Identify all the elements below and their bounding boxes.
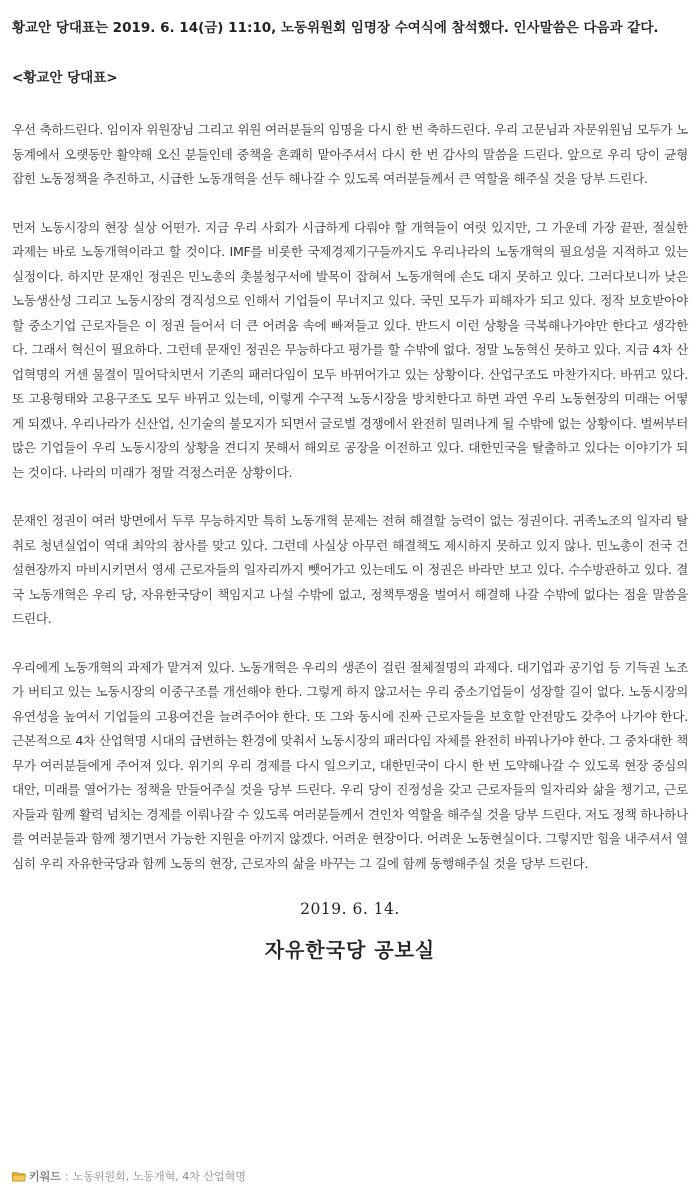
organization-name: 자유한국당 공보실 bbox=[264, 938, 436, 962]
keyword-link[interactable]: 노동위원회 bbox=[72, 1170, 126, 1183]
keyword-link[interactable]: 노동개혁 bbox=[132, 1170, 176, 1183]
release-date: 2019. 6. 14. bbox=[300, 900, 400, 918]
press-release bbox=[12, 0, 688, 963]
keywords-label: 키워드 bbox=[29, 1170, 61, 1183]
keyword-comma: , bbox=[125, 1169, 133, 1183]
keywords-bar bbox=[12, 1168, 246, 1184]
paragraph-2: 먼저 노동시장의 현장 실상 어떤가. 지금 우리 사회가 시급하게 다뤄야 할 개혁들이 여럿 있지만, 그 가운데 가장 끝판, 절실한 과제는 바로 노동개혁이라고 할 것이다. IMF를 비롯한 국제경제기구들까지도 우리나라의 노동개혁의 필요성을 지적하고 있는 실정이다. 하지만 문재인 정권은 민노총의 촛불청구서에 발목이 잡혀서 노동개혁에 손도 대지 못하고 있다. 그러다보니까 낮은 노동생산성 그리고 노동시장의 경직성으로 인해서 기업들이 무너지고 있다. 국민 모두가 피해자가 되고 있다. 정작 보호받아야 할 중소기업 근로자들은 이 정권 들어서 더 큰 어려움 속에 빠져들고 있다. 반드시 이런 상황을 극복해나가야만 한다고 생각한다. 그래서 혁신이 필요하다. 그런데 문재인 정권은 무능하다고 평가를 할 수밖에 없다. 정말 노동혁신 못하고 있다. 지금 4차 산업혁명의 거센 물결이 밀어닥치면서 기존의 패러다임이 모두 바뀌어가고 있는 상황이다. 산업구조도 마찬가지다. 바뀌고 있다. 또 고용형태와 고용구조도 모두 바뀌고 있는데, 이렇게 수구적 노동시장을 방치한다고 하면 과연 우리 노동현장의 미래는 어떻게 되겠나. 우리나라가 신산업, 신기술의 불모지가 되면서 글로벌 경쟁에서 완전히 밀려나게 될 수밖에 없는 상황이다. 벌써부터 많은 기업들이 우리 노동시장의 상황을 견디지 못해서 해외로 공장을 이전하고 있다. 대한민국을 탈출하고 있다는 이야기가 되는 것이다. 나라의 미래가 정말 걱정스러운 상황이다. bbox=[12, 219, 688, 480]
paragraph-1: 우선 축하드린다. 임이자 위원장님 그리고 위원 여러분들의 임명을 다시 한 번 축하드린다. 우리 고문님과 자문위원님 모두가 노동계에서 오랫동안 활약해 오신 분들인데 중책을 흔쾌히 맡아주셔서 다시 한 번 감사의 말씀을 드린다. 앞으로 우리 당이 균형 잡힌 노동정책을 추진하고, 시급한 노동개혁을 선두 해나갈 수 있도록 여러분들께서 큰 역할을 해주실 것을 당부 드린다. bbox=[12, 122, 688, 186]
keywords-separator: : bbox=[64, 1169, 69, 1183]
paragraph-3: 문재인 정권이 여러 방면에서 두루 무능하지만 특히 노동개혁 문제는 전혀 해결할 능력이 없는 정권이다. 귀족노조의 일자리 탈취로 청년실업이 역대 최악의 참사를 맞고 있다. 그런데 사실상 아무런 해결책도 제시하지 못하고 있지 않나. 민노총이 전국 건설현장까지 마비시키면서 영세 근로자들의 일자리까지 뺏어가고 있는데도 이 정권은 바라만 보고 있다. 수수방관하고 있다. 결국 노동개혁은 우리 당, 자유한국당이 책임지고 나설 수밖에 없고, 정책투쟁을 벌여서 해결해 나갈 수밖에 없다는 점을 말씀을 드린다. bbox=[12, 513, 688, 626]
folder-icon bbox=[12, 1171, 26, 1182]
keyword-link[interactable]: 4차 산업혁명 bbox=[182, 1170, 246, 1183]
lead-sentence: 황교안 당대표는 2019. 6. 14(금) 11:10, 노동위원회 임명장 수여식에 참석했다. 인사말씀은 다음과 같다. bbox=[12, 20, 659, 36]
paragraph-4: 우리에게 노동개혁의 과제가 맡겨져 있다. 노동개혁은 우리의 생존이 걸린 절체절명의 과제다. 대기업과 공기업 등 기득권 노조가 버티고 있는 노동시장의 이중구조를 개선해야 한다. 그렇게 하지 않고서는 우리 중소기업들이 성장할 길이 없다. 노동시장의 유연성을 높여서 기업들의 고용여건을 늘려주어야 한다. 또 그와 동시에 진짜 근로자들을 보호할 안전망도 갖추어 나가야 한다. 근본적으로 4차 산업혁명 시대의 급변하는 환경에 맞춰서 노동시장의 패러다임 자체를 완전히 바꿔나가야 한다. 그 중차대한 책무가 여러분들에게 주어져 있다. 위기의 우리 경제를 다시 일으키고, 대한민국이 다시 한 번 도약해나갈 수 있도록 현장 중심의 대안, 미래를 열어가는 정책을 만들어주실 것을 당부 드린다. 우리 당이 진정성을 갖고 근로자들의 일자리와 삶을 챙기고, 근로자들과 함께 활력 넘치는 경제를 이뤄나갈 수 있도록 여러분들께서 견인차 역할을 해주실 것을 당부 드린다. 저도 정책 하나하나를 여러분들과 함께 챙기면서 가능한 지원을 아끼지 않겠다. 어려운 현장이다. 어려운 노동현실이다. 그렇지만 힘을 내주셔서 열심히 우리 자유한국당과 함께 노동의 현장, 근로자의 삶을 바꾸는 그 길에 함께 동행해주실 것을 당부 드린다. bbox=[12, 659, 688, 871]
keyword-comma: , bbox=[175, 1169, 183, 1183]
speaker-heading: <황교안 당대표> bbox=[12, 70, 118, 86]
